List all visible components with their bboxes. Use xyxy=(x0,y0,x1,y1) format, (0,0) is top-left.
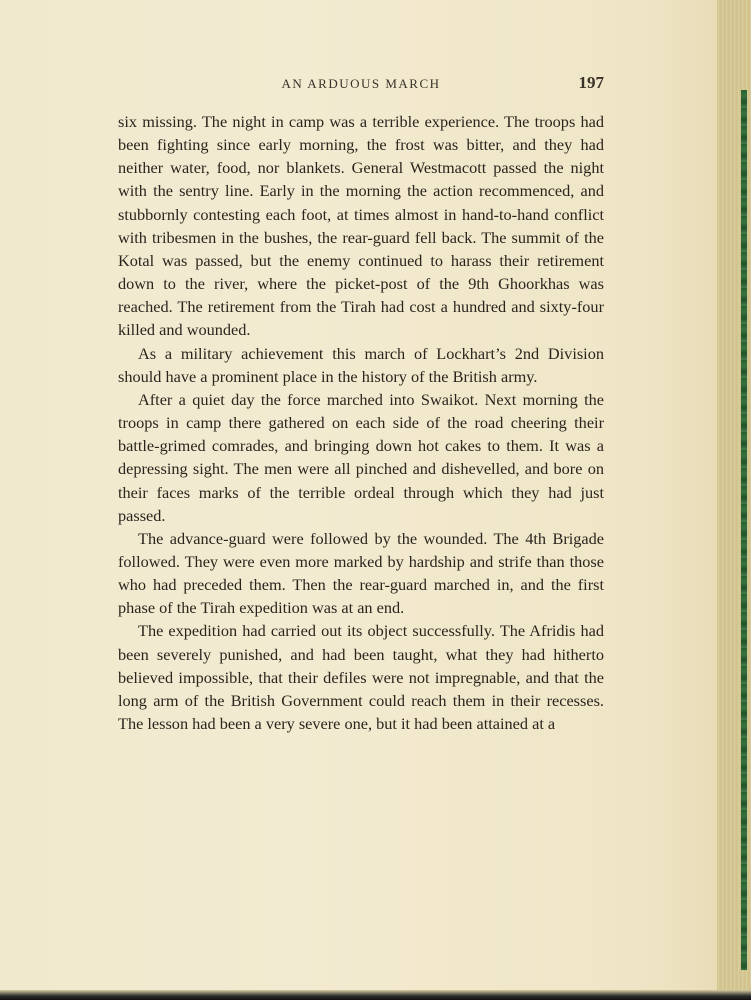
book-bottom-edge xyxy=(0,990,751,1000)
paragraph-1: six missing. The night in camp was a terrible experience. The troops had been fighting since early morning, the frost was bitter, and they had neither water, food, nor blankets. General Westmacott passed the night with the sentry line. Early in the morning the action recommenced, and stubbornly contesting each foot, at times almost in hand-to-hand conflict with tribesmen in the bushes, the rear-guard fell back. The summit of the Kotal was passed, but the enemy continued to harass their retirement down to the river, where the picket-post of the 9th Ghoorkhas was reached. The retirement from the Tirah had cost a hundred and sixty-four killed and wounded. xyxy=(118,112,604,340)
paragraph-5: The expedition had carried out its object successfully. The Afridis had been severely punished, and had been taught, what they had hitherto believed impossible, that their defiles were not impregnable, and that the long arm of the British Government could reach them in their recesses. The lesson had been a very severe one, but it had been attained at a xyxy=(118,621,604,734)
page-number: 197 xyxy=(578,73,604,92)
page-header xyxy=(118,73,604,96)
paragraph-4: The advance-guard were followed by the wounded. The 4th Brigade followed. They were even more marked by hardship and strife than those who had preceded them. Then the rear-guard marched in, and the first phase of the Tirah expedition was at an end. xyxy=(118,528,604,618)
running-title: AN ARDUOUS MARCH xyxy=(281,76,441,91)
paragraph-3: After a quiet day the force marched into Swaikot. Next morning the troops in camp there gathered on each side of the road cheering their battle-grimed comrades, and bringing down hot cakes to them. It was a depressing sight. The men were all pinched and dishevelled, and bore on their faces marks of the terrible ordeal through which they had just passed. xyxy=(118,389,604,525)
paragraph-2: As a military achievement this march of Lockhart’s 2nd Division should have a prominent place in the history of the British army. xyxy=(118,343,604,386)
body-text xyxy=(118,110,604,735)
book-fore-edge xyxy=(717,0,751,1000)
